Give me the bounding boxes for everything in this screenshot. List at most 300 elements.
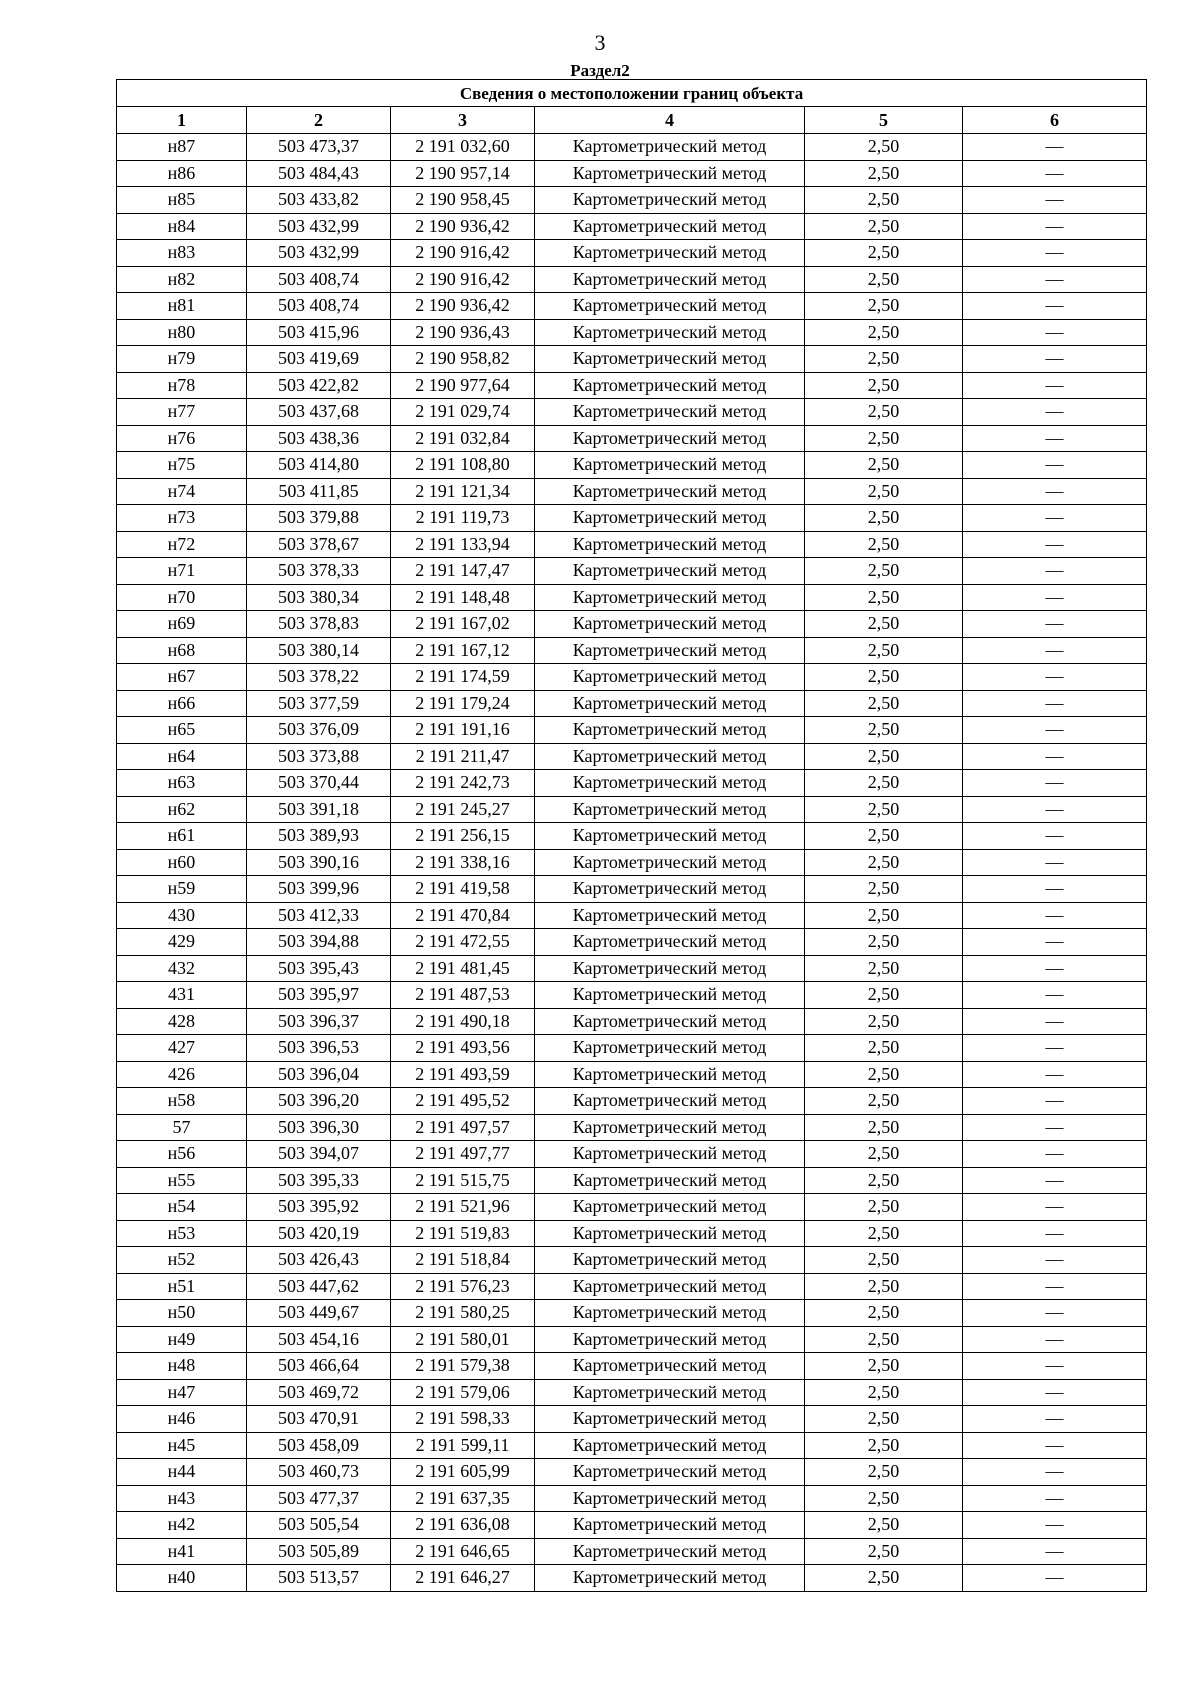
description-cell: — bbox=[963, 770, 1147, 797]
point-name-cell: н54 bbox=[117, 1194, 247, 1221]
method-cell: Картометрический метод bbox=[535, 770, 805, 797]
point-name-cell: н53 bbox=[117, 1220, 247, 1247]
y-coordinate-cell: 2 190 958,45 bbox=[391, 187, 535, 214]
point-name-cell: н64 bbox=[117, 743, 247, 770]
accuracy-cell: 2,50 bbox=[805, 1300, 963, 1327]
accuracy-cell: 2,50 bbox=[805, 160, 963, 187]
y-coordinate-cell: 2 191 497,77 bbox=[391, 1141, 535, 1168]
y-coordinate-cell: 2 191 032,84 bbox=[391, 425, 535, 452]
method-cell: Картометрический метод bbox=[535, 187, 805, 214]
point-name-cell: н52 bbox=[117, 1247, 247, 1274]
table-row bbox=[117, 1406, 1147, 1433]
table-row bbox=[117, 1194, 1147, 1221]
y-coordinate-cell: 2 191 119,73 bbox=[391, 505, 535, 532]
x-coordinate-cell: 503 396,04 bbox=[247, 1061, 391, 1088]
description-cell: — bbox=[963, 1114, 1147, 1141]
description-cell: — bbox=[963, 611, 1147, 638]
method-cell: Картометрический метод bbox=[535, 1220, 805, 1247]
caption-row bbox=[117, 80, 1147, 107]
description-cell: — bbox=[963, 1538, 1147, 1565]
table-caption: Сведения о местоположении границ объекта bbox=[117, 80, 1147, 107]
method-cell: Картометрический метод bbox=[535, 1061, 805, 1088]
description-cell: — bbox=[963, 1432, 1147, 1459]
table-row bbox=[117, 1061, 1147, 1088]
accuracy-cell: 2,50 bbox=[805, 1379, 963, 1406]
description-cell: — bbox=[963, 558, 1147, 585]
table-row bbox=[117, 319, 1147, 346]
description-cell: — bbox=[963, 902, 1147, 929]
x-coordinate-cell: 503 433,82 bbox=[247, 187, 391, 214]
method-cell: Картометрический метод bbox=[535, 160, 805, 187]
point-name-cell: н76 bbox=[117, 425, 247, 452]
x-coordinate-cell: 503 454,16 bbox=[247, 1326, 391, 1353]
x-coordinate-cell: 503 466,64 bbox=[247, 1353, 391, 1380]
accuracy-cell: 2,50 bbox=[805, 1220, 963, 1247]
y-coordinate-cell: 2 191 636,08 bbox=[391, 1512, 535, 1539]
description-cell: — bbox=[963, 452, 1147, 479]
point-name-cell: н49 bbox=[117, 1326, 247, 1353]
x-coordinate-cell: 503 477,37 bbox=[247, 1485, 391, 1512]
table-row bbox=[117, 1220, 1147, 1247]
accuracy-cell: 2,50 bbox=[805, 425, 963, 452]
accuracy-cell: 2,50 bbox=[805, 1432, 963, 1459]
x-coordinate-cell: 503 420,19 bbox=[247, 1220, 391, 1247]
x-coordinate-cell: 503 460,73 bbox=[247, 1459, 391, 1486]
boundary-coordinates-table bbox=[116, 79, 1147, 1592]
point-name-cell: н65 bbox=[117, 717, 247, 744]
point-name-cell: н48 bbox=[117, 1353, 247, 1380]
accuracy-cell: 2,50 bbox=[805, 1512, 963, 1539]
x-coordinate-cell: 503 379,88 bbox=[247, 505, 391, 532]
point-name-cell: н63 bbox=[117, 770, 247, 797]
y-coordinate-cell: 2 191 245,27 bbox=[391, 796, 535, 823]
x-coordinate-cell: 503 395,92 bbox=[247, 1194, 391, 1221]
method-cell: Картометрический метод bbox=[535, 902, 805, 929]
x-coordinate-cell: 503 458,09 bbox=[247, 1432, 391, 1459]
description-cell: — bbox=[963, 876, 1147, 903]
point-name-cell: н69 bbox=[117, 611, 247, 638]
table-row bbox=[117, 187, 1147, 214]
point-name-cell: н80 bbox=[117, 319, 247, 346]
y-coordinate-cell: 2 191 637,35 bbox=[391, 1485, 535, 1512]
y-coordinate-cell: 2 191 256,15 bbox=[391, 823, 535, 850]
accuracy-cell: 2,50 bbox=[805, 1459, 963, 1486]
x-coordinate-cell: 503 390,16 bbox=[247, 849, 391, 876]
column-number: 6 bbox=[963, 107, 1147, 134]
table-row bbox=[117, 1512, 1147, 1539]
y-coordinate-cell: 2 190 936,42 bbox=[391, 293, 535, 320]
table-header bbox=[117, 80, 1147, 134]
table-row bbox=[117, 346, 1147, 373]
point-name-cell: н67 bbox=[117, 664, 247, 691]
description-cell: — bbox=[963, 982, 1147, 1009]
description-cell: — bbox=[963, 1088, 1147, 1115]
table-row bbox=[117, 982, 1147, 1009]
table-row bbox=[117, 929, 1147, 956]
x-coordinate-cell: 503 396,37 bbox=[247, 1008, 391, 1035]
accuracy-cell: 2,50 bbox=[805, 1538, 963, 1565]
accuracy-cell: 2,50 bbox=[805, 1035, 963, 1062]
x-coordinate-cell: 503 432,99 bbox=[247, 213, 391, 240]
method-cell: Картометрический метод bbox=[535, 1167, 805, 1194]
x-coordinate-cell: 503 505,54 bbox=[247, 1512, 391, 1539]
table-row bbox=[117, 690, 1147, 717]
accuracy-cell: 2,50 bbox=[805, 1088, 963, 1115]
y-coordinate-cell: 2 191 580,25 bbox=[391, 1300, 535, 1327]
method-cell: Картометрический метод bbox=[535, 293, 805, 320]
table-row bbox=[117, 823, 1147, 850]
description-cell: — bbox=[963, 1035, 1147, 1062]
point-name-cell: н83 bbox=[117, 240, 247, 267]
point-name-cell: н41 bbox=[117, 1538, 247, 1565]
point-name-cell: н42 bbox=[117, 1512, 247, 1539]
y-coordinate-cell: 2 191 211,47 bbox=[391, 743, 535, 770]
table-row bbox=[117, 1247, 1147, 1274]
table-row bbox=[117, 1035, 1147, 1062]
y-coordinate-cell: 2 190 936,43 bbox=[391, 319, 535, 346]
point-name-cell: 57 bbox=[117, 1114, 247, 1141]
point-name-cell: н85 bbox=[117, 187, 247, 214]
table-row bbox=[117, 425, 1147, 452]
description-cell: — bbox=[963, 584, 1147, 611]
y-coordinate-cell: 2 191 579,06 bbox=[391, 1379, 535, 1406]
method-cell: Картометрический метод bbox=[535, 1300, 805, 1327]
x-coordinate-cell: 503 437,68 bbox=[247, 399, 391, 426]
y-coordinate-cell: 2 191 579,38 bbox=[391, 1353, 535, 1380]
point-name-cell: н56 bbox=[117, 1141, 247, 1168]
table-row bbox=[117, 1273, 1147, 1300]
method-cell: Картометрический метод bbox=[535, 1141, 805, 1168]
table-row bbox=[117, 452, 1147, 479]
description-cell: — bbox=[963, 1247, 1147, 1274]
table-row bbox=[117, 876, 1147, 903]
method-cell: Картометрический метод bbox=[535, 1353, 805, 1380]
description-cell: — bbox=[963, 531, 1147, 558]
accuracy-cell: 2,50 bbox=[805, 902, 963, 929]
accuracy-cell: 2,50 bbox=[805, 1273, 963, 1300]
description-cell: — bbox=[963, 1300, 1147, 1327]
x-coordinate-cell: 503 426,43 bbox=[247, 1247, 391, 1274]
point-name-cell: н81 bbox=[117, 293, 247, 320]
table-row bbox=[117, 1300, 1147, 1327]
table-row bbox=[117, 266, 1147, 293]
y-coordinate-cell: 2 190 977,64 bbox=[391, 372, 535, 399]
y-coordinate-cell: 2 190 936,42 bbox=[391, 213, 535, 240]
x-coordinate-cell: 503 370,44 bbox=[247, 770, 391, 797]
table-row bbox=[117, 134, 1147, 161]
method-cell: Картометрический метод bbox=[535, 558, 805, 585]
method-cell: Картометрический метод bbox=[535, 823, 805, 850]
table-row bbox=[117, 531, 1147, 558]
accuracy-cell: 2,50 bbox=[805, 1167, 963, 1194]
description-cell: — bbox=[963, 1061, 1147, 1088]
y-coordinate-cell: 2 191 108,80 bbox=[391, 452, 535, 479]
accuracy-cell: 2,50 bbox=[805, 849, 963, 876]
table-row bbox=[117, 505, 1147, 532]
y-coordinate-cell: 2 191 493,59 bbox=[391, 1061, 535, 1088]
accuracy-cell: 2,50 bbox=[805, 796, 963, 823]
description-cell: — bbox=[963, 1220, 1147, 1247]
point-name-cell: н71 bbox=[117, 558, 247, 585]
method-cell: Картометрический метод bbox=[535, 717, 805, 744]
x-coordinate-cell: 503 414,80 bbox=[247, 452, 391, 479]
table-row bbox=[117, 1485, 1147, 1512]
description-cell: — bbox=[963, 1194, 1147, 1221]
table-row bbox=[117, 770, 1147, 797]
accuracy-cell: 2,50 bbox=[805, 1485, 963, 1512]
point-name-cell: н79 bbox=[117, 346, 247, 373]
x-coordinate-cell: 503 469,72 bbox=[247, 1379, 391, 1406]
y-coordinate-cell: 2 190 916,42 bbox=[391, 240, 535, 267]
table-row bbox=[117, 717, 1147, 744]
x-coordinate-cell: 503 395,43 bbox=[247, 955, 391, 982]
method-cell: Картометрический метод bbox=[535, 213, 805, 240]
y-coordinate-cell: 2 191 518,84 bbox=[391, 1247, 535, 1274]
point-name-cell: н68 bbox=[117, 637, 247, 664]
method-cell: Картометрический метод bbox=[535, 611, 805, 638]
table-row bbox=[117, 1432, 1147, 1459]
description-cell: — bbox=[963, 717, 1147, 744]
method-cell: Картометрический метод bbox=[535, 452, 805, 479]
method-cell: Картометрический метод bbox=[535, 134, 805, 161]
method-cell: Картометрический метод bbox=[535, 1406, 805, 1433]
y-coordinate-cell: 2 191 191,16 bbox=[391, 717, 535, 744]
point-name-cell: н82 bbox=[117, 266, 247, 293]
accuracy-cell: 2,50 bbox=[805, 637, 963, 664]
accuracy-cell: 2,50 bbox=[805, 1008, 963, 1035]
accuracy-cell: 2,50 bbox=[805, 240, 963, 267]
method-cell: Картометрический метод bbox=[535, 399, 805, 426]
method-cell: Картометрический метод bbox=[535, 690, 805, 717]
x-coordinate-cell: 503 513,57 bbox=[247, 1565, 391, 1592]
description-cell: — bbox=[963, 293, 1147, 320]
method-cell: Картометрический метод bbox=[535, 372, 805, 399]
x-coordinate-cell: 503 395,97 bbox=[247, 982, 391, 1009]
column-number: 4 bbox=[535, 107, 805, 134]
table-row bbox=[117, 558, 1147, 585]
accuracy-cell: 2,50 bbox=[805, 1194, 963, 1221]
description-cell: — bbox=[963, 505, 1147, 532]
y-coordinate-cell: 2 191 490,18 bbox=[391, 1008, 535, 1035]
description-cell: — bbox=[963, 849, 1147, 876]
point-name-cell: н73 bbox=[117, 505, 247, 532]
y-coordinate-cell: 2 190 957,14 bbox=[391, 160, 535, 187]
description-cell: — bbox=[963, 240, 1147, 267]
description-cell: — bbox=[963, 664, 1147, 691]
accuracy-cell: 2,50 bbox=[805, 266, 963, 293]
accuracy-cell: 2,50 bbox=[805, 743, 963, 770]
table-row bbox=[117, 478, 1147, 505]
x-coordinate-cell: 503 412,33 bbox=[247, 902, 391, 929]
table-row bbox=[117, 372, 1147, 399]
point-name-cell: н66 bbox=[117, 690, 247, 717]
method-cell: Картометрический метод bbox=[535, 1485, 805, 1512]
x-coordinate-cell: 503 399,96 bbox=[247, 876, 391, 903]
x-coordinate-cell: 503 394,88 bbox=[247, 929, 391, 956]
point-name-cell: н74 bbox=[117, 478, 247, 505]
table-row bbox=[117, 637, 1147, 664]
method-cell: Картометрический метод bbox=[535, 425, 805, 452]
accuracy-cell: 2,50 bbox=[805, 823, 963, 850]
method-cell: Картометрический метод bbox=[535, 1379, 805, 1406]
description-cell: — bbox=[963, 690, 1147, 717]
method-cell: Картометрический метод bbox=[535, 1459, 805, 1486]
table-row bbox=[117, 1379, 1147, 1406]
accuracy-cell: 2,50 bbox=[805, 1406, 963, 1433]
accuracy-cell: 2,50 bbox=[805, 664, 963, 691]
description-cell: — bbox=[963, 399, 1147, 426]
description-cell: — bbox=[963, 134, 1147, 161]
x-coordinate-cell: 503 378,83 bbox=[247, 611, 391, 638]
table-row bbox=[117, 1565, 1147, 1592]
y-coordinate-cell: 2 191 419,58 bbox=[391, 876, 535, 903]
y-coordinate-cell: 2 191 646,65 bbox=[391, 1538, 535, 1565]
method-cell: Картометрический метод bbox=[535, 876, 805, 903]
column-number: 1 bbox=[117, 107, 247, 134]
table-row bbox=[117, 399, 1147, 426]
method-cell: Картометрический метод bbox=[535, 1273, 805, 1300]
x-coordinate-cell: 503 411,85 bbox=[247, 478, 391, 505]
x-coordinate-cell: 503 408,74 bbox=[247, 293, 391, 320]
description-cell: — bbox=[963, 1141, 1147, 1168]
accuracy-cell: 2,50 bbox=[805, 611, 963, 638]
method-cell: Картометрический метод bbox=[535, 1247, 805, 1274]
method-cell: Картометрический метод bbox=[535, 955, 805, 982]
x-coordinate-cell: 503 470,91 bbox=[247, 1406, 391, 1433]
method-cell: Картометрический метод bbox=[535, 1432, 805, 1459]
table-row bbox=[117, 1167, 1147, 1194]
x-coordinate-cell: 503 373,88 bbox=[247, 743, 391, 770]
accuracy-cell: 2,50 bbox=[805, 293, 963, 320]
x-coordinate-cell: 503 415,96 bbox=[247, 319, 391, 346]
table-row bbox=[117, 664, 1147, 691]
table-body bbox=[117, 134, 1147, 1592]
y-coordinate-cell: 2 191 121,34 bbox=[391, 478, 535, 505]
accuracy-cell: 2,50 bbox=[805, 1247, 963, 1274]
point-name-cell: н72 bbox=[117, 531, 247, 558]
y-coordinate-cell: 2 191 515,75 bbox=[391, 1167, 535, 1194]
y-coordinate-cell: 2 191 487,53 bbox=[391, 982, 535, 1009]
y-coordinate-cell: 2 191 521,96 bbox=[391, 1194, 535, 1221]
y-coordinate-cell: 2 191 495,52 bbox=[391, 1088, 535, 1115]
x-coordinate-cell: 503 396,53 bbox=[247, 1035, 391, 1062]
x-coordinate-cell: 503 394,07 bbox=[247, 1141, 391, 1168]
accuracy-cell: 2,50 bbox=[805, 690, 963, 717]
x-coordinate-cell: 503 473,37 bbox=[247, 134, 391, 161]
table-row bbox=[117, 1326, 1147, 1353]
description-cell: — bbox=[963, 1008, 1147, 1035]
x-coordinate-cell: 503 396,30 bbox=[247, 1114, 391, 1141]
y-coordinate-cell: 2 191 599,11 bbox=[391, 1432, 535, 1459]
table-row bbox=[117, 849, 1147, 876]
description-cell: — bbox=[963, 1406, 1147, 1433]
table-row bbox=[117, 902, 1147, 929]
table-row bbox=[117, 955, 1147, 982]
x-coordinate-cell: 503 376,09 bbox=[247, 717, 391, 744]
accuracy-cell: 2,50 bbox=[805, 955, 963, 982]
y-coordinate-cell: 2 191 497,57 bbox=[391, 1114, 535, 1141]
accuracy-cell: 2,50 bbox=[805, 505, 963, 532]
table-row bbox=[117, 1114, 1147, 1141]
x-coordinate-cell: 503 395,33 bbox=[247, 1167, 391, 1194]
accuracy-cell: 2,50 bbox=[805, 1565, 963, 1592]
method-cell: Картометрический метод bbox=[535, 531, 805, 558]
description-cell: — bbox=[963, 1459, 1147, 1486]
x-coordinate-cell: 503 432,99 bbox=[247, 240, 391, 267]
point-name-cell: н47 bbox=[117, 1379, 247, 1406]
y-coordinate-cell: 2 191 167,12 bbox=[391, 637, 535, 664]
point-name-cell: н58 bbox=[117, 1088, 247, 1115]
y-coordinate-cell: 2 191 646,27 bbox=[391, 1565, 535, 1592]
point-name-cell: н70 bbox=[117, 584, 247, 611]
description-cell: — bbox=[963, 929, 1147, 956]
accuracy-cell: 2,50 bbox=[805, 1326, 963, 1353]
y-coordinate-cell: 2 191 580,01 bbox=[391, 1326, 535, 1353]
accuracy-cell: 2,50 bbox=[805, 717, 963, 744]
table-row bbox=[117, 743, 1147, 770]
point-name-cell: н55 bbox=[117, 1167, 247, 1194]
method-cell: Картометрический метод bbox=[535, 664, 805, 691]
x-coordinate-cell: 503 419,69 bbox=[247, 346, 391, 373]
y-coordinate-cell: 2 191 179,24 bbox=[391, 690, 535, 717]
accuracy-cell: 2,50 bbox=[805, 213, 963, 240]
y-coordinate-cell: 2 190 916,42 bbox=[391, 266, 535, 293]
description-cell: — bbox=[963, 160, 1147, 187]
y-coordinate-cell: 2 191 598,33 bbox=[391, 1406, 535, 1433]
method-cell: Картометрический метод bbox=[535, 1194, 805, 1221]
point-name-cell: н44 bbox=[117, 1459, 247, 1486]
point-name-cell: н75 bbox=[117, 452, 247, 479]
point-name-cell: н51 bbox=[117, 1273, 247, 1300]
column-number: 2 bbox=[247, 107, 391, 134]
table-row bbox=[117, 213, 1147, 240]
table-row bbox=[117, 1538, 1147, 1565]
accuracy-cell: 2,50 bbox=[805, 558, 963, 585]
x-coordinate-cell: 503 391,18 bbox=[247, 796, 391, 823]
y-coordinate-cell: 2 191 148,48 bbox=[391, 584, 535, 611]
x-coordinate-cell: 503 380,34 bbox=[247, 584, 391, 611]
y-coordinate-cell: 2 190 958,82 bbox=[391, 346, 535, 373]
method-cell: Картометрический метод bbox=[535, 346, 805, 373]
y-coordinate-cell: 2 191 605,99 bbox=[391, 1459, 535, 1486]
table-row bbox=[117, 1459, 1147, 1486]
method-cell: Картометрический метод bbox=[535, 1512, 805, 1539]
description-cell: — bbox=[963, 319, 1147, 346]
accuracy-cell: 2,50 bbox=[805, 1114, 963, 1141]
accuracy-cell: 2,50 bbox=[805, 478, 963, 505]
table-row bbox=[117, 796, 1147, 823]
x-coordinate-cell: 503 378,33 bbox=[247, 558, 391, 585]
table-row bbox=[117, 584, 1147, 611]
point-name-cell: н61 bbox=[117, 823, 247, 850]
method-cell: Картометрический метод bbox=[535, 1008, 805, 1035]
table-row bbox=[117, 1088, 1147, 1115]
description-cell: — bbox=[963, 372, 1147, 399]
y-coordinate-cell: 2 191 338,16 bbox=[391, 849, 535, 876]
point-name-cell: н43 bbox=[117, 1485, 247, 1512]
description-cell: — bbox=[963, 266, 1147, 293]
point-name-cell: 428 bbox=[117, 1008, 247, 1035]
point-name-cell: н62 bbox=[117, 796, 247, 823]
accuracy-cell: 2,50 bbox=[805, 929, 963, 956]
x-coordinate-cell: 503 438,36 bbox=[247, 425, 391, 452]
description-cell: — bbox=[963, 1379, 1147, 1406]
method-cell: Картометрический метод bbox=[535, 505, 805, 532]
method-cell: Картометрический метод bbox=[535, 929, 805, 956]
description-cell: — bbox=[963, 1565, 1147, 1592]
point-name-cell: н46 bbox=[117, 1406, 247, 1433]
point-name-cell: 431 bbox=[117, 982, 247, 1009]
